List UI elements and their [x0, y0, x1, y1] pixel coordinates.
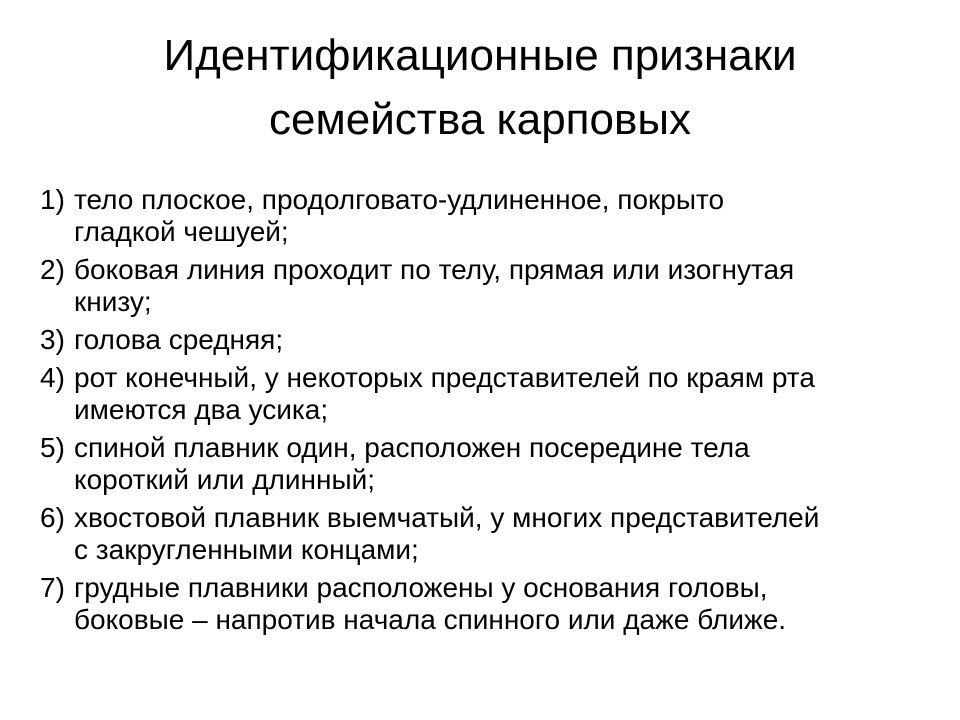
features-list	[40, 184, 940, 642]
list-item	[40, 362, 940, 426]
slide-title-line-2: семейства карповых	[269, 95, 691, 144]
list-item	[40, 254, 940, 318]
list-item-line: короткий или длинный;	[74, 464, 375, 495]
list-item-number: 5)	[40, 432, 65, 463]
list-item-number: 3)	[40, 324, 65, 355]
list-item-text	[74, 254, 940, 318]
slide-title	[40, 24, 920, 152]
list-item-number: 1)	[40, 184, 65, 215]
list-item-line: хвостовой плавник выемчатый, у многих представителей	[74, 502, 820, 533]
list-item-line: с закругленными концами;	[74, 534, 419, 565]
list-item-line: гладкой чешуей;	[74, 216, 289, 247]
list-item	[40, 572, 940, 636]
list-item-text	[74, 362, 940, 426]
list-item-line: грудные плавники расположены у основания головы,	[74, 572, 768, 603]
list-item-line: спиной плавник один, расположен посередине тела	[74, 432, 750, 463]
list-item	[40, 432, 940, 496]
list-item-number: 6)	[40, 502, 65, 533]
list-item	[40, 502, 940, 566]
list-item-text	[74, 502, 940, 566]
list-item-number: 7)	[40, 572, 65, 603]
list-item	[40, 184, 940, 248]
list-item-text	[74, 432, 940, 496]
list-item-text	[74, 184, 940, 248]
list-item-line: рот конечный, у некоторых представителей по краям рта	[74, 362, 815, 393]
list-item-text	[74, 572, 940, 636]
list-item-line: книзу;	[74, 286, 152, 317]
list-item-line: боковые – напротив начала спинного или даже ближе.	[74, 604, 787, 635]
list-item	[40, 324, 940, 356]
list-item-number: 2)	[40, 254, 65, 285]
list-item-line: тело плоское, продолговато-удлиненное, покрыто	[74, 184, 725, 215]
list-item-text	[74, 324, 940, 356]
slide-title-line-1: Идентификационные признаки	[163, 31, 797, 80]
list-item-number: 4)	[40, 362, 65, 393]
list-item-line: имеются два усика;	[74, 394, 329, 425]
list-item-line: боковая линия проходит по телу, прямая или изогнутая	[74, 254, 795, 285]
list-item-line: голова средняя;	[74, 324, 284, 355]
